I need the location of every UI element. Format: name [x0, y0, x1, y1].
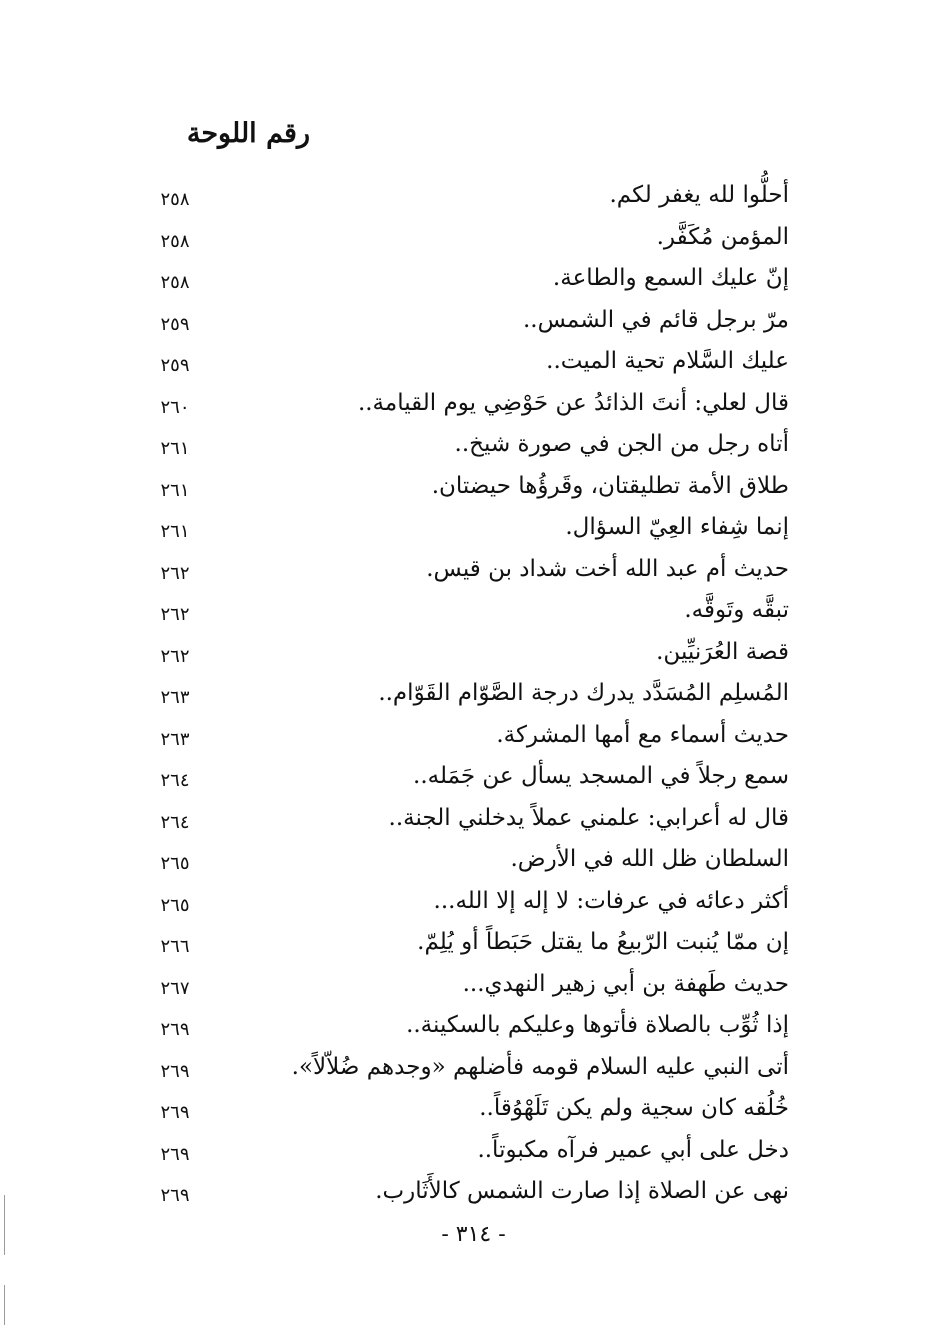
- hadith-index-list: [0, 175, 947, 1213]
- index-entry-row: [0, 1130, 947, 1172]
- index-entry-row: [0, 1005, 947, 1047]
- entry-plate-number: ٢٦٩: [160, 1185, 190, 1206]
- index-entry-row: [0, 964, 947, 1006]
- entry-plate-number: ٢٦١: [160, 521, 190, 542]
- index-entry-row: [0, 217, 947, 259]
- entry-title: قال لعلي: أنتَ الذائدُ عن حَوْضِي يوم القيامة..: [357, 389, 789, 416]
- entry-plate-number: ٢٦٥: [160, 853, 190, 874]
- index-entry-row: [0, 715, 947, 757]
- entry-plate-number: ٢٥٩: [160, 355, 190, 376]
- entry-plate-number: ٢٦٥: [160, 894, 190, 916]
- entry-title: قصة العُرَنيِّين.: [656, 638, 789, 665]
- entry-title: طلاق الأمة تطليقتان، وقَرؤُها حيضتان.: [431, 472, 789, 499]
- index-entry-row: [0, 632, 947, 674]
- entry-plate-number: ٢٥٨: [160, 272, 190, 293]
- entry-plate-number: ٢٦١: [160, 438, 190, 459]
- entry-title: السلطان ظل الله في الأرض.: [510, 846, 789, 872]
- index-entry-row: [0, 1047, 947, 1089]
- entry-title: إذا ثُوِّب بالصلاة فأتوها وعليكم بالسكينة..: [406, 1012, 789, 1038]
- entry-plate-number: ٢٦٩: [160, 1060, 190, 1082]
- index-entry-row: [0, 507, 947, 549]
- entry-plate-number: ٢٦٩: [160, 1143, 190, 1165]
- index-entry-row: [0, 798, 947, 840]
- entry-plate-number: ٢٦١: [160, 479, 190, 501]
- entry-title: أكثر دعائه في عرفات: لا إله إلا الله...: [433, 887, 789, 914]
- entry-plate-number: ٢٦٤: [160, 811, 190, 833]
- entry-title: تبقَّه وتَوقَّه.: [684, 597, 789, 623]
- entry-plate-number: ٢٥٩: [160, 313, 190, 335]
- index-entry-row: [0, 175, 947, 217]
- entry-plate-number: ٢٦٢: [160, 604, 190, 625]
- entry-plate-number: ٢٦٠: [160, 396, 190, 418]
- entry-title: إن ممّا يُنبت الرّبيعُ ما يقتل حَبَطاً أو يُلِمّ.: [417, 929, 789, 955]
- entry-plate-number: ٢٦٩: [160, 1102, 190, 1123]
- index-entry-row: [0, 839, 947, 881]
- page-number: - ٣١٤ -: [441, 1222, 506, 1247]
- entry-title: عليك السَّلام تحية الميت..: [546, 348, 789, 374]
- entry-title: سمع رجلاً في المسجد يسأل عن جَمَله..: [413, 763, 789, 789]
- index-entry-row: [0, 258, 947, 300]
- entry-plate-number: ٢٦٣: [160, 728, 190, 750]
- entry-title: مرّ برجل قائم في الشمس..: [522, 306, 789, 333]
- entry-title: إنما شِفاء العِيّ السؤال.: [565, 514, 789, 540]
- entry-plate-number: ٢٦٦: [160, 936, 190, 957]
- index-entry-row: [0, 756, 947, 798]
- entry-title: المُسلِم المُسَدَّد يدرك درجة الصَّوّام القَوّام..: [378, 680, 789, 706]
- entry-title: حديث أم عبد الله أخت شداد بن قيس.: [426, 555, 789, 582]
- entry-title: حديث أسماء مع أمها المشركة.: [496, 721, 789, 748]
- entry-plate-number: ٢٦٩: [160, 1019, 190, 1040]
- entry-title: نهى عن الصلاة إذا صارت الشمس كالأَثَارب.: [375, 1178, 789, 1204]
- index-entry-row: [0, 549, 947, 591]
- entry-title: قال له أعرابي: علمني عملاً يدخلني الجنة..: [388, 804, 789, 831]
- entry-plate-number: ٢٦٢: [160, 562, 190, 584]
- entry-plate-number: ٢٥٨: [160, 189, 190, 210]
- entry-plate-number: ٢٦٤: [160, 770, 190, 791]
- entry-title: أتاه رجل من الجن في صورة شيخ..: [454, 431, 789, 457]
- index-entry-row: [0, 922, 947, 964]
- binding-edge-mark: [4, 1195, 5, 1255]
- binding-edge-mark: [4, 1285, 5, 1325]
- index-entry-row: [0, 383, 947, 425]
- index-entry-row: [0, 300, 947, 342]
- entry-plate-number: ٢٥٨: [160, 230, 190, 252]
- index-entry-row: [0, 673, 947, 715]
- entry-plate-number: ٢٦٧: [160, 977, 190, 999]
- index-entry-row: [0, 424, 947, 466]
- entry-title: دخل على أبي عمير فرآه مكبوتاً..: [477, 1136, 789, 1163]
- index-entry-row: [0, 590, 947, 632]
- index-entry-row: [0, 1088, 947, 1130]
- entry-title: حديث طَهفة بن أبي زهير النهدي...: [462, 970, 789, 997]
- entry-title: أحلُّوا لله يغفر لكم.: [609, 182, 789, 208]
- entry-title: خُلُقه كان سجية ولم يكن تَلَهْوُقاً..: [479, 1095, 789, 1121]
- index-entry-row: [0, 466, 947, 508]
- entry-title: المؤمن مُكَفَّر.: [656, 223, 789, 250]
- entry-title: إنّ عليك السمع والطاعة.: [552, 265, 789, 291]
- entry-plate-number: ٢٦٢: [160, 645, 190, 667]
- entry-plate-number: ٢٦٣: [160, 687, 190, 708]
- index-entry-row: [0, 341, 947, 383]
- entry-title: أتى النبي عليه السلام قومه فأضلهم «وجدهم ضُلاّلاً».: [291, 1053, 789, 1080]
- index-entry-row: [0, 1171, 947, 1213]
- plate-number-column-title: رقم اللوحة: [186, 118, 310, 149]
- index-entry-row: [0, 881, 947, 923]
